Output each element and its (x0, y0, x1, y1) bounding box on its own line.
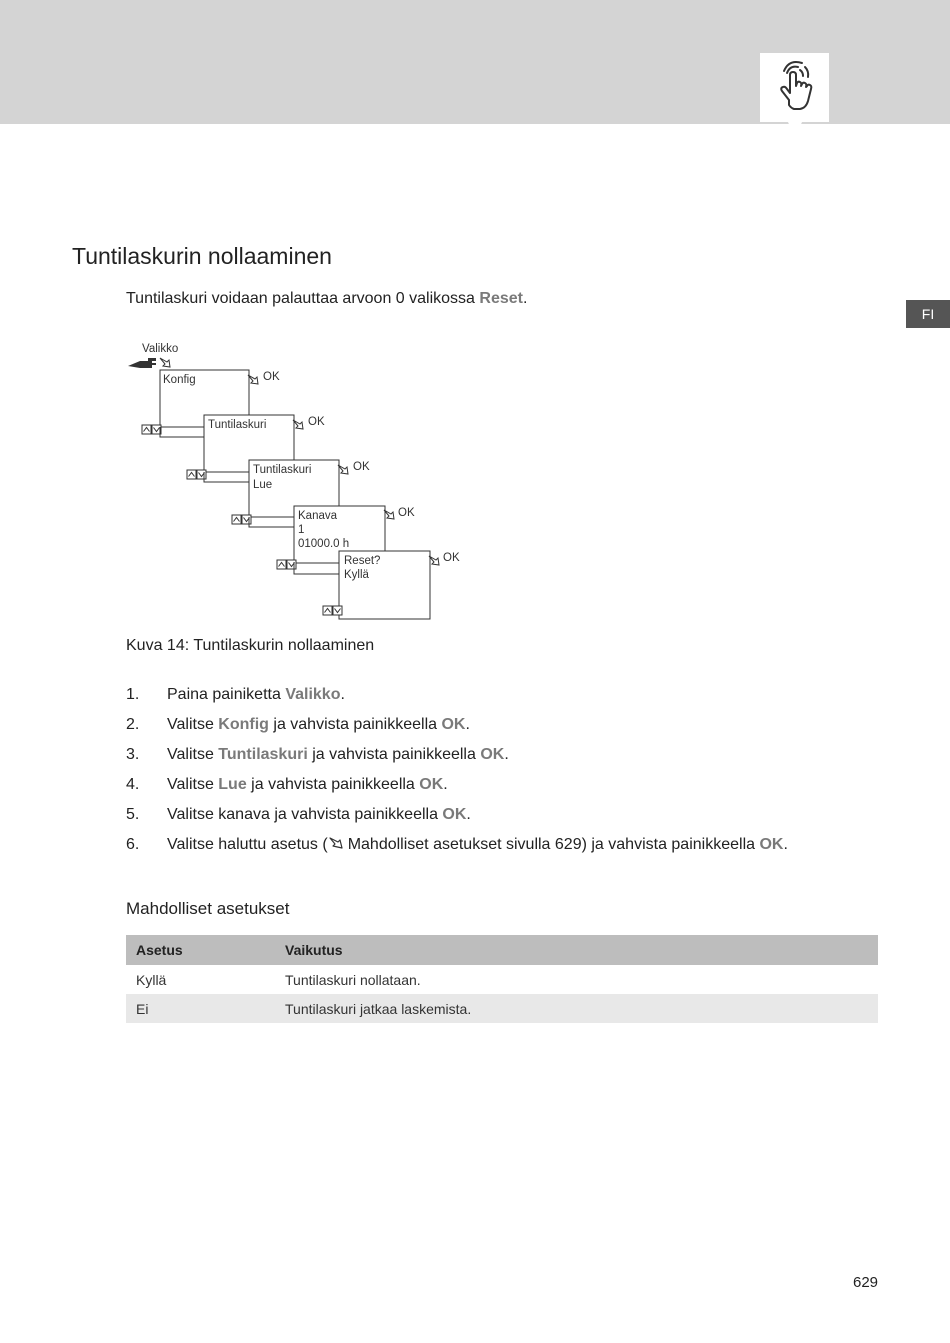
nav-keys-icon (142, 425, 161, 434)
table-row (126, 965, 878, 994)
nav-keys-icon (277, 560, 296, 569)
screen-line: Lue (253, 479, 273, 491)
step-number: 6. (126, 836, 140, 853)
step-text: . (466, 806, 471, 823)
screen-reset (339, 551, 430, 619)
step-keyword: OK (480, 746, 505, 763)
screen-line: Tuntilaskuri (253, 464, 312, 476)
table-cell: Kyllä (136, 971, 167, 988)
column-header: Vaikutus (275, 935, 878, 965)
step-item (126, 744, 788, 774)
step-text: Valitse (167, 716, 219, 733)
nav-keys-icon (232, 515, 251, 524)
intro-paragraph (126, 290, 527, 308)
table-row (126, 994, 878, 1023)
cross-reference-link[interactable]: Mahdolliset asetukset sivulla 629) ja vahvista painikkeella (347, 836, 760, 853)
step-item (126, 714, 788, 744)
settings-heading: Mahdolliset asetukset (126, 899, 290, 918)
page-title: Tuntilaskurin nollaaminen (72, 243, 332, 269)
cross-reference-icon (329, 837, 345, 851)
menu-label: Valikko (142, 343, 179, 355)
language-tab[interactable]: FI (906, 300, 950, 328)
screen-line: Kanava (298, 510, 338, 522)
step-keyword: OK (759, 836, 784, 853)
step-text: Valitse haluttu asetus ( (167, 836, 328, 853)
steps-list (126, 684, 788, 864)
column-header: Asetus (126, 935, 275, 965)
figure-caption: Kuva 14: Tuntilaskurin nollaaminen (126, 637, 375, 654)
step-keyword: Tuntilaskuri (218, 746, 308, 763)
tap-gesture-icon (760, 53, 829, 122)
step-keyword: OK (441, 716, 466, 733)
step-number: 2. (126, 716, 140, 733)
page-number: 629 (853, 1274, 879, 1291)
step-number: 1. (126, 686, 140, 703)
screen-line: Tuntilaskuri (208, 419, 267, 431)
nav-keys-icon (323, 606, 342, 615)
menu-arrow-icon (160, 358, 170, 367)
step-text: ja vahvista painikkeella (246, 776, 420, 793)
step-text: ja vahvista painikkeella (268, 716, 442, 733)
table-cell: Tuntilaskuri jatkaa laskemista. (275, 994, 878, 1023)
nav-keys-icon (187, 470, 206, 479)
step-text: Paina painiketta (167, 686, 286, 703)
step-keyword: Konfig (218, 716, 269, 733)
ok-label: OK (443, 552, 460, 564)
step-text: ja vahvista painikkeella (307, 746, 481, 763)
table-header-row (126, 935, 878, 965)
step-item (126, 834, 788, 864)
screen-line: 1 (298, 524, 305, 536)
step-keyword: Valikko (285, 686, 341, 703)
step-text: . (443, 776, 448, 793)
step-number: 5. (126, 806, 140, 823)
screen-line: Kyllä (344, 569, 369, 581)
screen-line: 01000.0 h (298, 538, 350, 550)
menu-flow-diagram (126, 338, 466, 628)
step-text: Valitse (167, 776, 219, 793)
step-text: . (340, 686, 345, 703)
step-keyword: Lue (218, 776, 247, 793)
step-number: 3. (126, 746, 140, 763)
step-keyword: OK (442, 806, 467, 823)
ok-label: OK (263, 371, 280, 383)
ok-label: OK (398, 507, 415, 519)
table-cell: Ei (126, 994, 275, 1023)
settings-table (126, 935, 878, 1023)
step-text: Valitse kanava ja vahvista painikkeella (167, 806, 443, 823)
step-number: 4. (126, 776, 140, 793)
table-cell: Tuntilaskuri nollataan. (285, 971, 421, 988)
intro-keyword: Reset (479, 290, 523, 307)
screen-line: Konfig (163, 374, 196, 386)
step-item (126, 804, 788, 834)
step-text: . (465, 716, 470, 733)
step-text: Valitse (167, 746, 219, 763)
step-text: . (783, 836, 788, 853)
hand-tab (760, 53, 829, 122)
intro-end: . (522, 290, 528, 307)
step-item (126, 774, 788, 804)
pointing-hand-icon (128, 358, 156, 368)
intro-text: Tuntilaskuri voidaan palauttaa arvoon 0 valikossa (126, 290, 480, 307)
step-keyword: OK (419, 776, 444, 793)
screen-line: Reset? (344, 555, 381, 567)
ok-label: OK (353, 461, 370, 473)
step-text: . (504, 746, 509, 763)
ok-label: OK (308, 416, 325, 428)
step-item (126, 684, 788, 714)
tab-pointer (788, 122, 802, 138)
